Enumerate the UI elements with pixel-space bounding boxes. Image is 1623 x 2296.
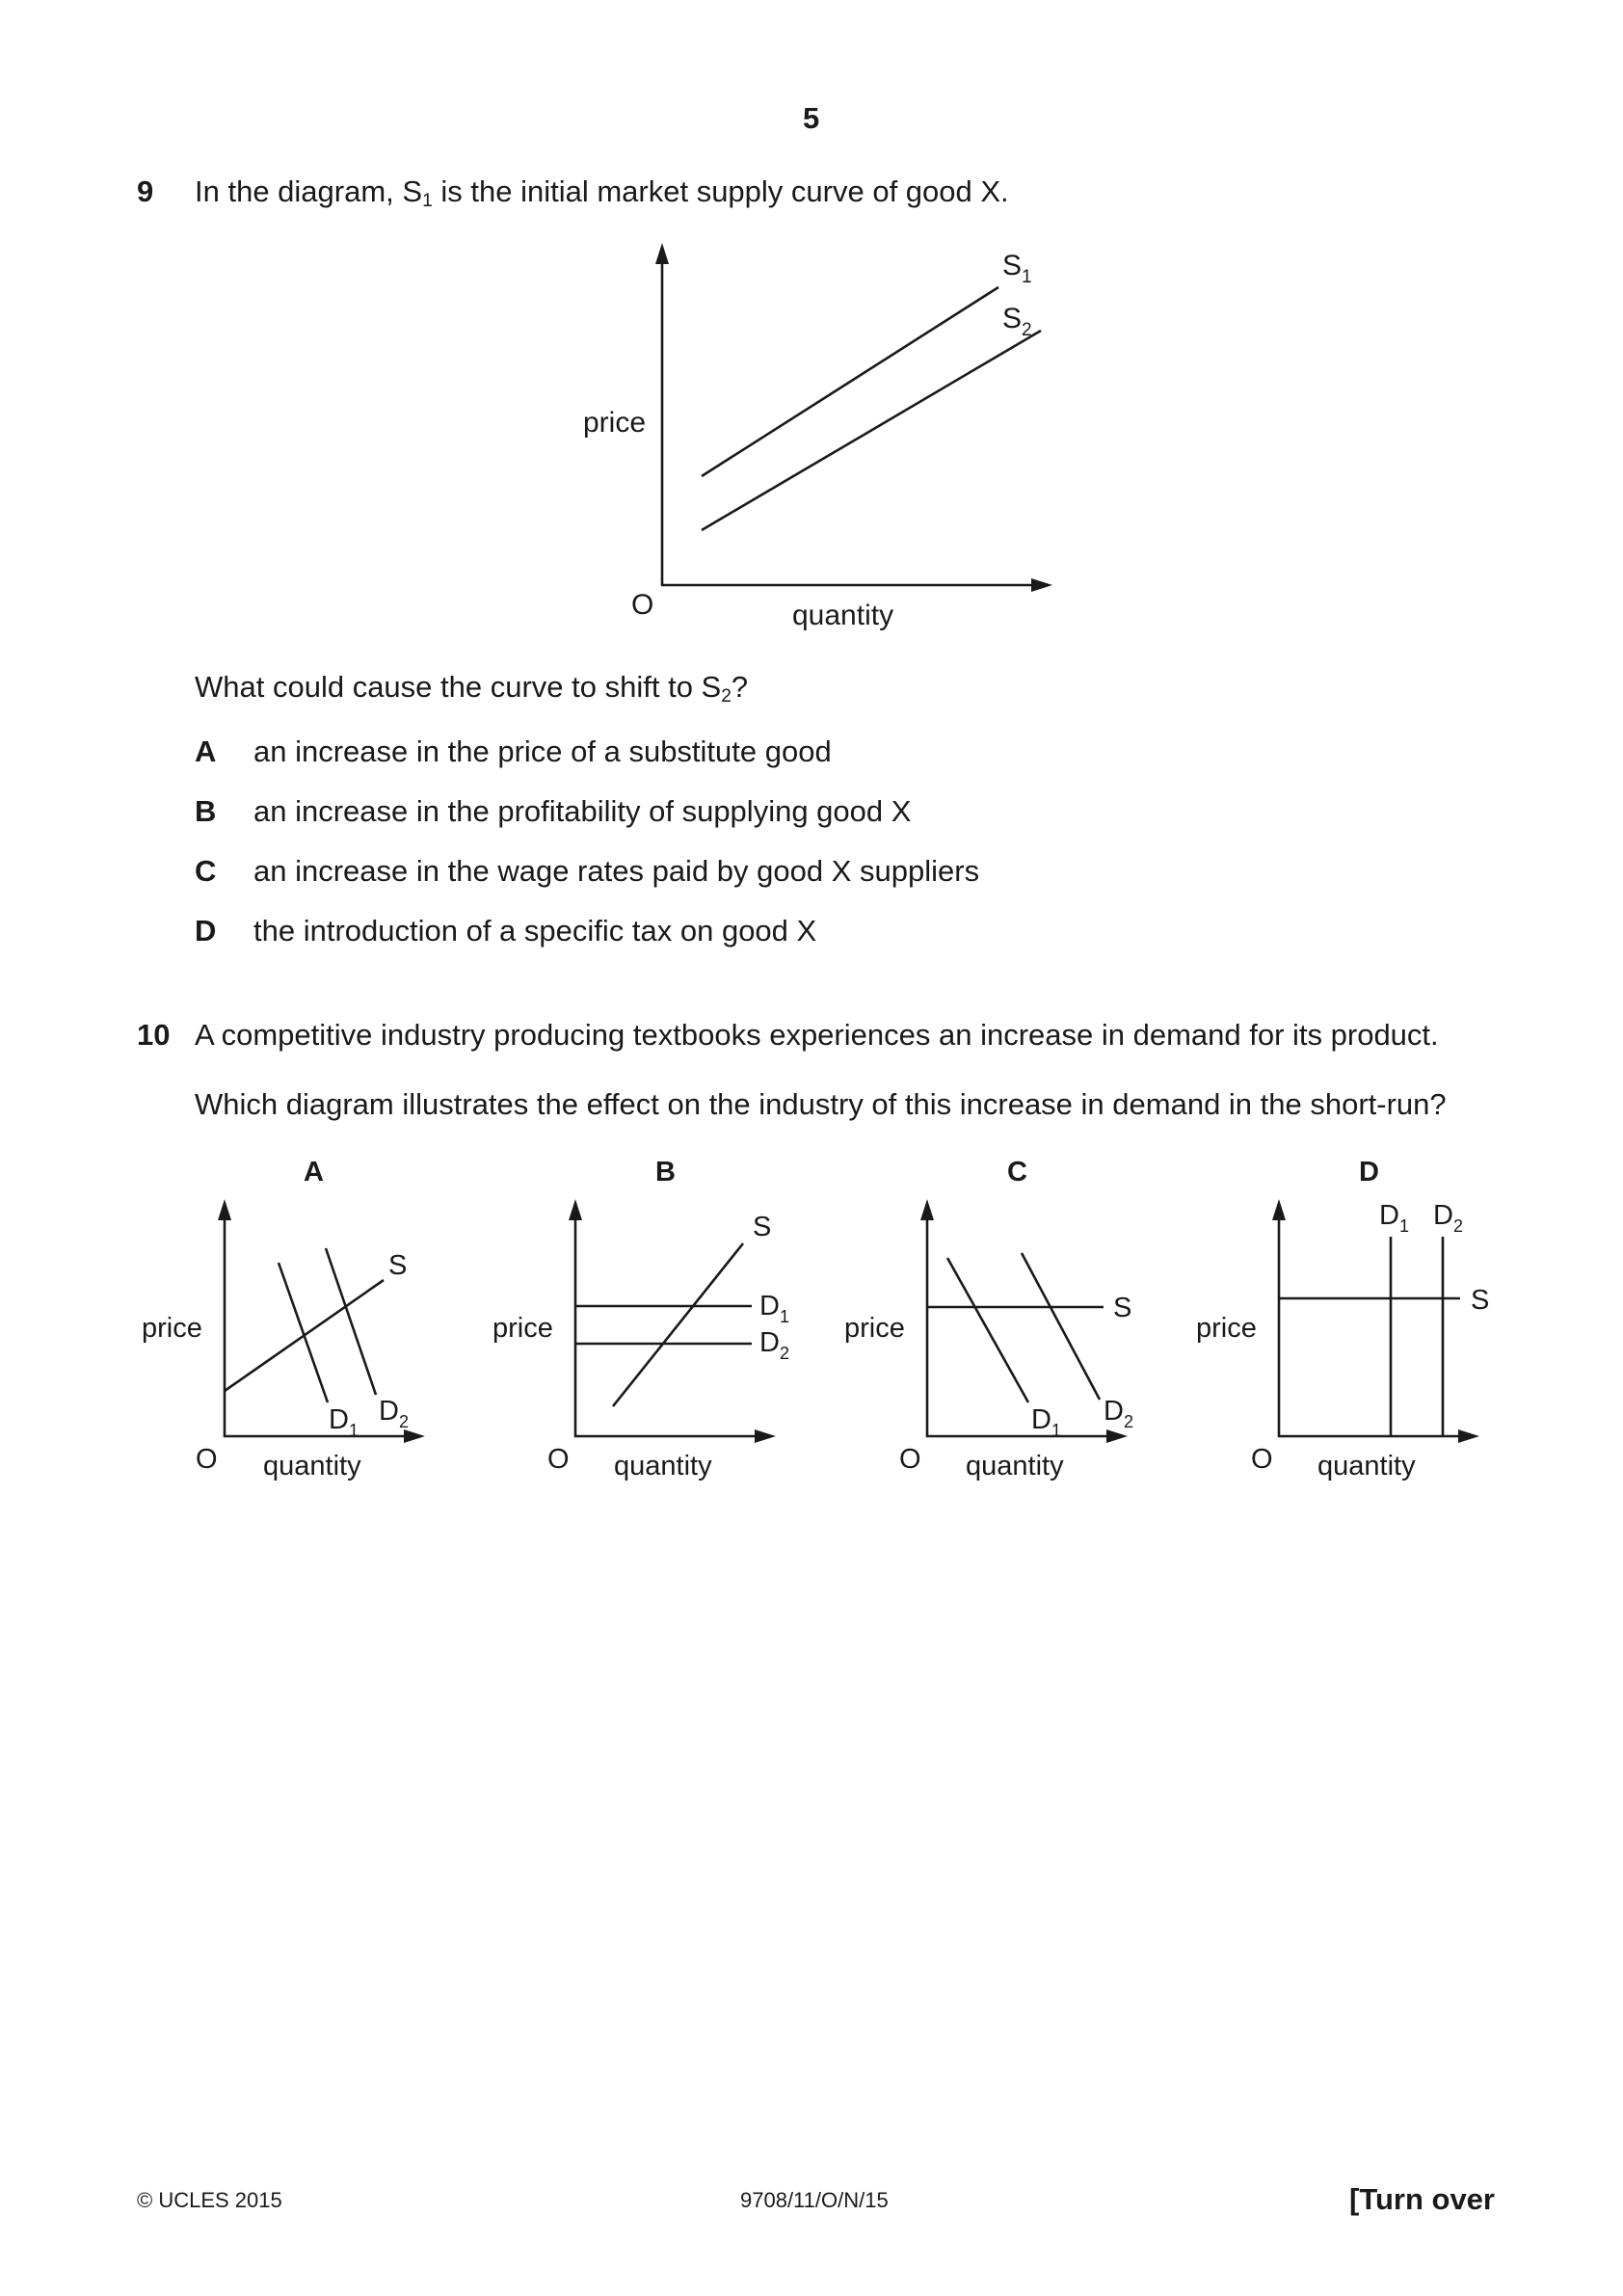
q9-stem-part-b: is the initial market supply curve of good X. xyxy=(432,174,1009,208)
q10-a-x-arrowhead xyxy=(404,1429,425,1443)
q10-d-x-arrowhead xyxy=(1458,1429,1479,1443)
q10-a-origin: O xyxy=(196,1444,218,1475)
q10-c-d2-label: $D_2$ xyxy=(1104,1396,1133,1431)
q10-a-demand-1 xyxy=(279,1263,328,1402)
q10-a-x-label: quantity xyxy=(263,1451,361,1482)
q10-b-x-arrowhead xyxy=(755,1429,776,1443)
q10-diagram-c xyxy=(844,1157,1133,1482)
footer-paper-code: 9708/11/O/N/15 xyxy=(740,2188,889,2212)
q10-c-x-label: quantity xyxy=(966,1451,1064,1482)
page-number: 5 xyxy=(803,101,820,135)
question-10-prompt: Which diagram illustrates the effect on the industry of this increase in demand in the short-run? xyxy=(195,1087,1447,1121)
q10-c-y-arrowhead xyxy=(920,1199,934,1220)
q10-b-origin: O xyxy=(547,1444,570,1475)
q9-x-label: quantity xyxy=(792,600,894,631)
q10-diagram-d xyxy=(1196,1157,1489,1482)
q10-d-s-label: S xyxy=(1471,1285,1490,1316)
q10-b-d2-label: $D_2$ xyxy=(759,1327,789,1363)
question-10-number: 10 xyxy=(137,1018,171,1052)
q10-d-d1-label: $D_1$ xyxy=(1379,1200,1409,1236)
footer-copyright: © UCLES 2015 xyxy=(137,2188,282,2212)
q9-y-label: price xyxy=(583,407,647,439)
q9-origin-label: O xyxy=(631,589,654,621)
q10-b-x-label: quantity xyxy=(614,1451,712,1482)
q10-diagram-a xyxy=(142,1157,425,1482)
q10-a-letter: A xyxy=(304,1157,324,1188)
q10-d-letter: D xyxy=(1359,1157,1379,1188)
q10-c-x-arrowhead xyxy=(1106,1429,1128,1443)
question-9-number: 9 xyxy=(137,174,154,208)
q10-a-y-arrowhead xyxy=(218,1199,231,1220)
q10-b-s-label: S xyxy=(753,1212,772,1242)
q10-d-y-arrowhead xyxy=(1272,1199,1286,1220)
q10-c-letter: C xyxy=(1007,1157,1027,1188)
q9-option-d-letter: D xyxy=(195,914,217,948)
q10-b-supply xyxy=(613,1243,743,1406)
q10-a-s-label: S xyxy=(388,1250,408,1281)
q10-a-d1-label: $D_1$ xyxy=(329,1404,359,1440)
q9-prompt-part-a: What could cause the curve to shift to S xyxy=(195,670,722,704)
q10-d-y-label: price xyxy=(1196,1313,1257,1344)
q10-a-d2-label: $D_2$ xyxy=(379,1396,409,1431)
q9-s1-label: $S_1$ xyxy=(1002,250,1032,287)
q9-option-b-text: an increase in the profitability of supplying good X xyxy=(253,794,912,828)
q9-option-c-letter: C xyxy=(195,854,217,888)
q10-a-demand-2 xyxy=(326,1248,376,1395)
q9-stem-subscript: 1 xyxy=(422,190,433,211)
q9-prompt-subscript: 2 xyxy=(721,685,732,707)
q10-c-s-label: S xyxy=(1113,1293,1132,1323)
q10-d-origin: O xyxy=(1251,1444,1273,1475)
q10-b-letter: B xyxy=(655,1157,676,1188)
question-10-stem: A competitive industry producing textbooks experiences an increase in demand for its product. xyxy=(195,1018,1439,1052)
q9-option-b-letter: B xyxy=(195,794,217,828)
q10-a-y-label: price xyxy=(142,1313,202,1344)
q9-option-c-text: an increase in the wage rates paid by good X suppliers xyxy=(253,854,980,888)
q10-c-demand-2 xyxy=(1022,1253,1100,1400)
q10-b-y-label: price xyxy=(492,1313,553,1344)
q10-b-d1-label: $D_1$ xyxy=(759,1291,789,1326)
q10-b-y-arrowhead xyxy=(569,1199,582,1220)
q9-option-a-letter: A xyxy=(195,734,217,768)
q10-c-demand-1 xyxy=(947,1258,1028,1402)
q9-s2-label: $S_2$ xyxy=(1002,303,1032,340)
q10-c-origin: O xyxy=(899,1444,921,1475)
q9-stem-part-a: In the diagram, S xyxy=(195,174,423,208)
q9-option-a-text: an increase in the price of a substitute good xyxy=(253,734,832,768)
q10-diagram-b xyxy=(492,1157,789,1482)
q10-c-d1-label: $D_1$ xyxy=(1031,1404,1061,1440)
q10-d-x-label: quantity xyxy=(1317,1451,1416,1482)
q10-d-d2-label: $D_2$ xyxy=(1433,1200,1463,1236)
q10-c-y-label: price xyxy=(844,1313,905,1344)
q9-option-d-text: the introduction of a specific tax on good X xyxy=(253,914,817,948)
q9-prompt-part-b: ? xyxy=(731,670,749,704)
footer-turn-over: [Turn over xyxy=(1349,2182,1495,2216)
